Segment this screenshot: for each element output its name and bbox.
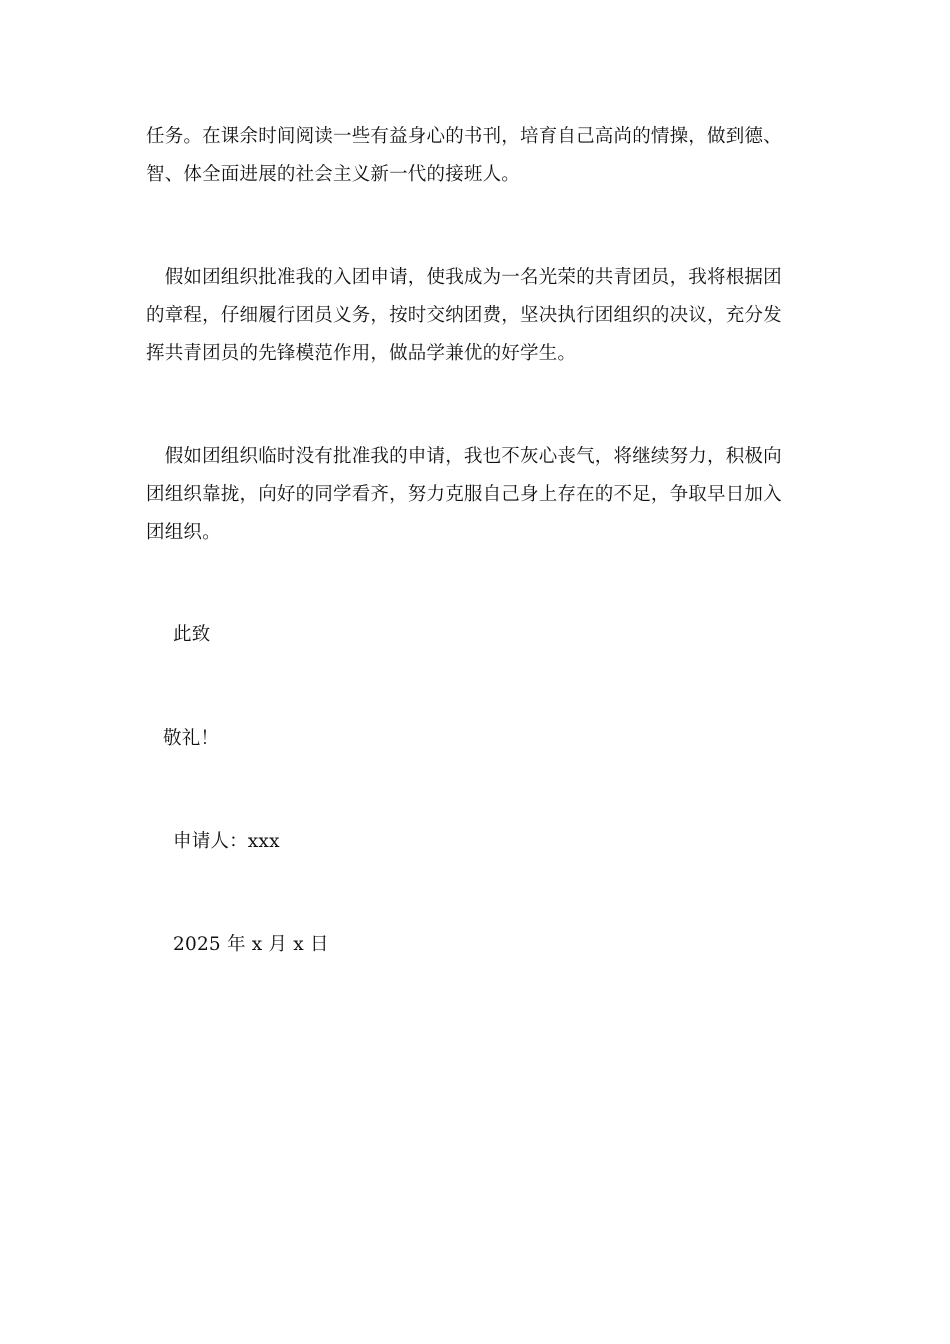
salutation: 此致 xyxy=(173,624,211,645)
paragraph-3-line-2: 团组织靠拢，向好的同学看齐，努力克服自己身上存在的不足，争取早日加入 xyxy=(146,484,782,505)
applicant-signature: 申请人：xxx xyxy=(173,831,280,852)
paragraph-2-line-3: 挥共青团员的先锋模范作用，做品学兼优的好学生。 xyxy=(146,343,577,364)
paragraph-1-line-2: 智、体全面进展的社会主义新一代的接班人。 xyxy=(146,164,521,185)
date: 2025 年 x 月 x 日 xyxy=(173,934,329,955)
paragraph-2-line-2: 的章程，仔细履行团员义务，按时交纳团费，坚决执行团组织的决议，充分发 xyxy=(146,305,782,326)
paragraph-1-line-1: 任务。在课余时间阅读一些有益身心的书刊，培育自己高尚的情操，做到德、 xyxy=(146,126,782,147)
paragraph-2-line-1: 假如团组织批准我的入团申请，使我成为一名光荣的共青团员，我将根据团 xyxy=(146,267,782,288)
regards: 敬礼！ xyxy=(163,728,220,749)
paragraph-3-line-1: 假如团组织临时没有批准我的申请，我也不灰心丧气，将继续努力，积极向 xyxy=(146,446,782,467)
paragraph-3-line-3: 团组织。 xyxy=(146,522,221,543)
